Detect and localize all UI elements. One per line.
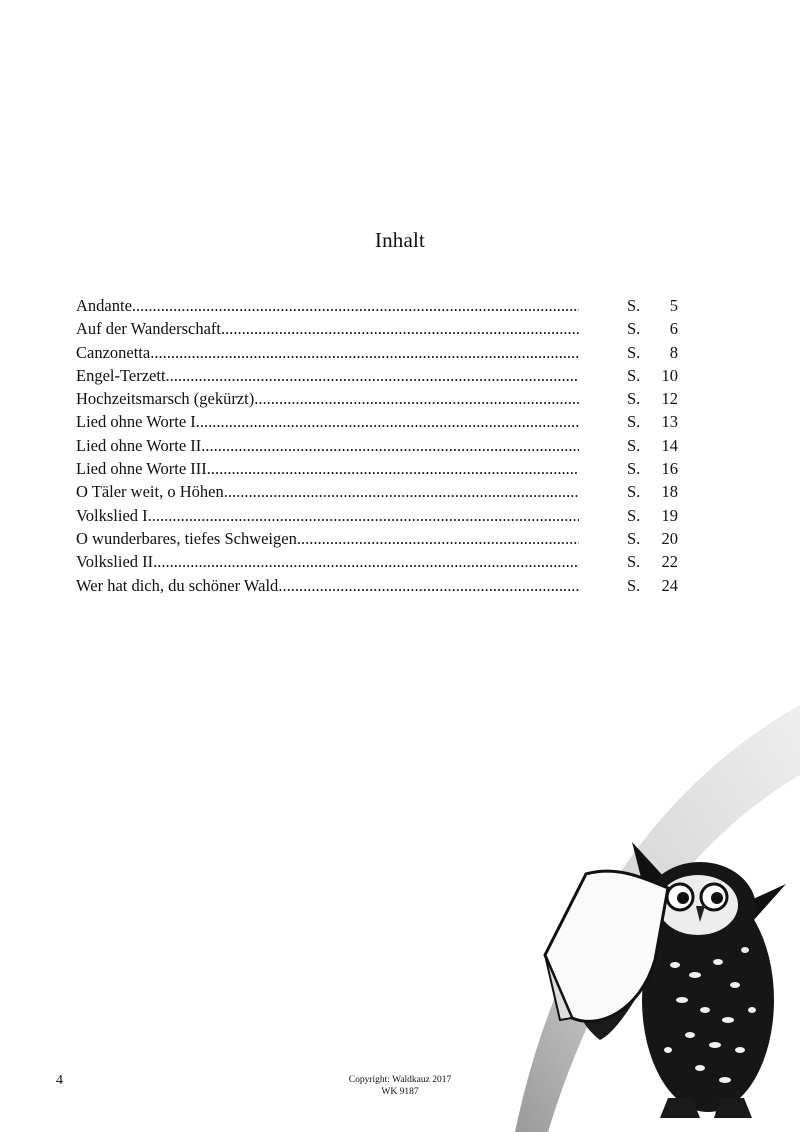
- toc-page-number: 8: [669, 342, 678, 362]
- toc-page-prefix: S.: [627, 412, 641, 432]
- toc-entry-title: Lied ohne Worte I .....: [76, 410, 579, 433]
- toc-page-prefix: S.: [627, 319, 641, 339]
- toc-entry-title: Canzonetta .....: [76, 341, 579, 364]
- toc-entry-title: Auf der Wanderschaft .....: [76, 317, 579, 340]
- toc-entry-title: Engel-Terzett .....: [76, 364, 579, 387]
- toc-entry-title: Wer hat dich, du schöner Wald .....: [76, 574, 579, 597]
- toc-row: [76, 317, 680, 340]
- toc-row: [76, 574, 680, 597]
- table-of-contents: [76, 294, 680, 597]
- toc-page-number: 20: [661, 528, 678, 548]
- toc-page-number: 5: [669, 296, 678, 315]
- toc-row: [76, 457, 680, 480]
- toc-page-number: 18: [661, 482, 678, 502]
- toc-entry-title: Hochzeitsmarsch (gekürzt) .....: [76, 387, 579, 410]
- toc-page-prefix: S.: [627, 365, 641, 385]
- toc-page-number: 24: [661, 575, 678, 595]
- toc-row: [76, 364, 680, 387]
- toc-page-prefix: S.: [627, 459, 641, 479]
- toc-page-number: 6: [669, 319, 678, 339]
- toc-entry-title: Volkslied I .....: [76, 504, 579, 527]
- toc-row: [76, 480, 680, 503]
- toc-page-number: 10: [661, 365, 678, 385]
- page-title: Inhalt: [374, 228, 426, 252]
- toc-page-prefix: S.: [627, 482, 641, 502]
- toc-page-prefix: S.: [627, 552, 641, 572]
- toc-page-number: 12: [661, 389, 678, 409]
- toc-row: [76, 341, 680, 364]
- toc-row: [76, 550, 680, 573]
- toc-page-prefix: S.: [627, 528, 641, 548]
- toc-page-number: 14: [661, 435, 678, 455]
- page-number: 4: [56, 1073, 63, 1088]
- toc-row: [76, 504, 680, 527]
- toc-page-number: 19: [661, 505, 678, 525]
- toc-entry-title: Lied ohne Worte III .....: [76, 457, 579, 480]
- toc-page-number: 16: [661, 459, 678, 479]
- toc-row: [76, 387, 680, 410]
- toc-page-prefix: S.: [627, 389, 641, 409]
- toc-entry-title: Volkslied II .....: [76, 550, 579, 573]
- toc-page-prefix: S.: [627, 505, 641, 525]
- toc-row: [76, 434, 680, 457]
- catalog-number: WK 9187: [381, 1087, 419, 1097]
- toc-page-prefix: S.: [627, 435, 641, 455]
- toc-page-prefix: S.: [627, 575, 641, 595]
- toc-entry-title: O wunderbares, tiefes Schweigen .....: [76, 527, 579, 550]
- toc-row: [76, 527, 680, 550]
- toc-entry-title: Andante .....: [76, 294, 579, 317]
- toc-row: [76, 294, 680, 317]
- copyright-notice: Copyright: Waldkauz 2017: [348, 1075, 452, 1085]
- toc-page-prefix: S.: [627, 296, 641, 315]
- toc-entry-title: O Täler weit, o Höhen .....: [76, 480, 579, 503]
- toc-page-number: 13: [661, 412, 678, 432]
- toc-entry-title: Lied ohne Worte II .....: [76, 434, 579, 457]
- toc-row: [76, 410, 680, 433]
- footer: [300, 1074, 500, 1098]
- toc-page-prefix: S.: [627, 342, 641, 362]
- toc-page-number: 22: [661, 552, 678, 572]
